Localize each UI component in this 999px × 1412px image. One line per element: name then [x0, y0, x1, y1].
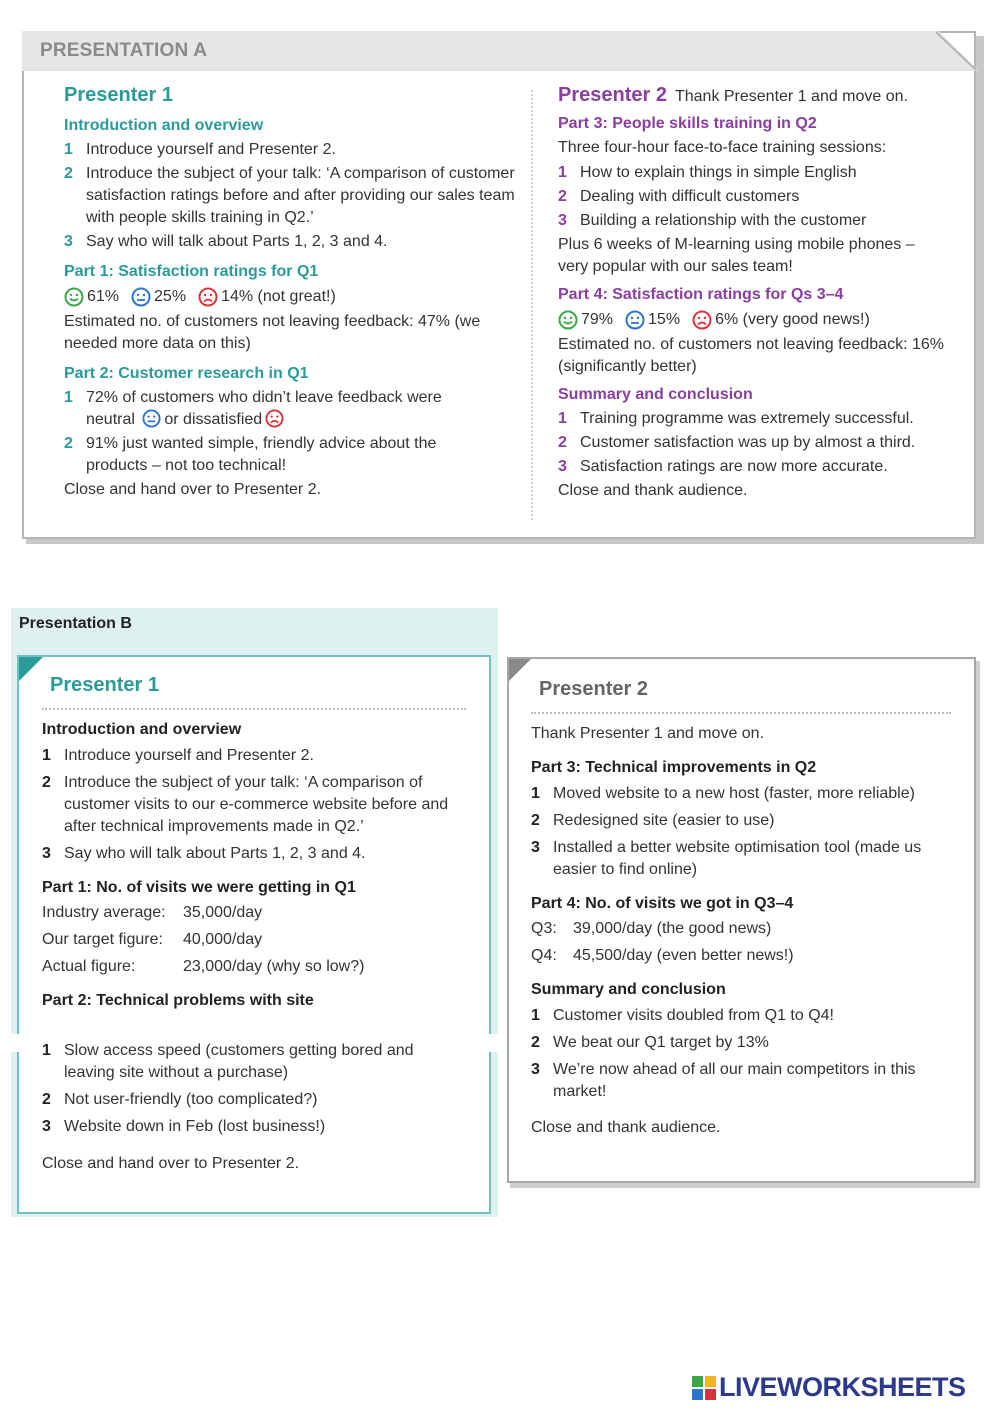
kv-row: Industry average: 35,000/day	[42, 904, 263, 921]
list-item: 3 Say who will talk about Parts 1, 2, 3 and 4.	[64, 233, 388, 250]
close-text: Close and thank audience.	[531, 1119, 721, 1136]
list-item: 3 Website down in Feb (lost business!)	[42, 1118, 326, 1135]
list-item: 2 Dealing with difficult customers	[558, 188, 800, 205]
ratings-row	[64, 285, 524, 309]
presentation-b-presenter1	[42, 674, 472, 1175]
list-item: 1 Introduce yourself and Presenter 2.	[64, 141, 336, 158]
list-item: 1 Slow access speed (customers getting bored and leaving site without a purchase)	[42, 1042, 414, 1081]
summary-heading: Summary and conclusion	[531, 981, 726, 998]
neutral-rating: 15%	[648, 311, 681, 328]
part1-heading: Part 1: No. of visits we were getting in Q1	[42, 879, 356, 896]
presentation-a-header: PRESENTATION A	[22, 31, 936, 71]
list-item: 3 We’re now ahead of all our main competitors in this market!	[531, 1061, 916, 1100]
part4-text: Estimated no. of customers not leaving feedback: 16% (significantly better)	[558, 336, 944, 375]
part1-heading: Part 1: Satisfaction ratings for Q1	[64, 263, 319, 280]
liveworksheets-logo[interactable]	[692, 1372, 966, 1403]
presenter2-note: Thank Presenter 1 and move on.	[674, 88, 908, 105]
column-divider	[531, 90, 533, 520]
sad-rating: 14% (not great!)	[221, 288, 336, 305]
presenter2-note: Thank Presenter 1 and move on.	[531, 725, 765, 742]
list-item: 3 Installed a better website optimisation tool (made us easier to find online)	[531, 839, 922, 878]
sad-face-icon	[692, 310, 712, 330]
list-item: 2 Customer satisfaction was up by almost a third.	[558, 434, 916, 451]
list-item: 1 Customer visits doubled from Q1 to Q4!	[531, 1007, 834, 1024]
presentation-a-presenter1	[64, 84, 524, 501]
part2-heading: Part 2: Customer research in Q1	[64, 365, 309, 382]
list-item: 3 Say who will talk about Parts 1, 2, 3 and 4.	[42, 845, 366, 862]
neutral-face-icon	[131, 287, 151, 307]
presenter1-title: Presenter 1	[50, 674, 159, 696]
presenter1-title: Presenter 1	[64, 84, 173, 106]
list-item: 2 We beat our Q1 target by 13%	[531, 1034, 769, 1051]
neutral-rating: 25%	[154, 288, 187, 305]
happy-rating: 79%	[581, 311, 614, 328]
presentation-b-presenter2	[531, 678, 961, 1139]
kv-row: Q4: 45,500/day (even better news!)	[531, 947, 794, 964]
corner-fold-icon	[936, 31, 977, 71]
presenter2-title: Presenter 2	[539, 678, 648, 700]
intro-heading: Introduction and overview	[64, 117, 264, 134]
list-item: 2 Redesigned site (easier to use)	[531, 812, 775, 829]
ratings-row	[558, 308, 958, 332]
liveworksheets-logo-icon	[692, 1376, 716, 1400]
sad-face-icon	[265, 409, 284, 428]
list-item: 2 Not user-friendly (too complicated?)	[42, 1091, 318, 1108]
corner-triangle-icon	[19, 657, 43, 681]
part3-extra: Plus 6 weeks of M-learning using mobile phones – very popular with our sales team!	[558, 236, 915, 275]
logo-text: LIVEWORKSHEETS	[719, 1372, 966, 1402]
list-item: 3 Satisfaction ratings are now more accurate.	[558, 458, 888, 475]
list-item: 1 Introduce yourself and Presenter 2.	[42, 747, 314, 764]
happy-face-icon	[558, 310, 578, 330]
part3-heading: Part 3: Technical improvements in Q2	[531, 759, 817, 776]
list-item: 2 Introduce the subject of your talk: ‘A comparison of customer satisfaction ratings before and after providing our sales team with people skills training in Q2.’	[64, 165, 515, 226]
intro-heading: Introduction and overview	[42, 721, 242, 738]
close-text: Close and hand over to Presenter 2.	[42, 1155, 300, 1172]
neutral-face-icon	[142, 409, 161, 428]
kv-row: Actual figure: 23,000/day (why so low?)	[42, 958, 365, 975]
neutral-face-icon	[625, 310, 645, 330]
part3-intro: Three four-hour face-to-face training sessions:	[558, 139, 887, 156]
sad-face-icon	[198, 287, 218, 307]
list-item: 2 91% just wanted simple, friendly advice about the products – not too technical!	[64, 435, 437, 474]
list-item: 1 How to explain things in simple English	[558, 164, 857, 181]
sad-rating: 6% (very good news!)	[715, 311, 870, 328]
list-item: 3 Building a relationship with the customer	[558, 212, 867, 229]
part3-heading: Part 3: People skills training in Q2	[558, 115, 817, 132]
happy-rating: 61%	[87, 288, 120, 305]
presenter2-title: Presenter 2	[558, 84, 667, 106]
happy-face-icon	[64, 287, 84, 307]
part4-heading: Part 4: Satisfaction ratings for Qs 3–4	[558, 286, 844, 303]
list-item: 1 Training programme was extremely successful.	[558, 410, 914, 427]
presenter2-title-row	[558, 84, 958, 107]
list-item: 2 Introduce the subject of your talk: ‘A comparison of customer visits to our e-commerce website before and after technical improvements made in Q2.’	[42, 774, 449, 835]
presentation-a-presenter2	[558, 84, 958, 502]
part4-heading: Part 4: No. of visits we got in Q3–4	[531, 895, 794, 912]
list-item: 1 72% of customers who didn’t leave feedback were neutral or dissatisfied	[64, 389, 442, 428]
close-text: Close and thank audience.	[558, 482, 748, 499]
kv-row: Our target figure: 40,000/day	[42, 931, 263, 948]
presentation-b-label: Presentation B	[19, 615, 132, 632]
corner-triangle-icon	[509, 659, 531, 681]
part1-text: Estimated no. of customers not leaving feedback: 47% (we needed more data on this)	[64, 313, 481, 352]
list-item: 1 Moved website to a new host (faster, more reliable)	[531, 785, 915, 802]
close-text: Close and hand over to Presenter 2.	[64, 481, 322, 498]
part2-heading: Part 2: Technical problems with site	[42, 992, 314, 1009]
kv-row: Q3: 39,000/day (the good news)	[531, 920, 772, 937]
summary-heading: Summary and conclusion	[558, 386, 753, 403]
